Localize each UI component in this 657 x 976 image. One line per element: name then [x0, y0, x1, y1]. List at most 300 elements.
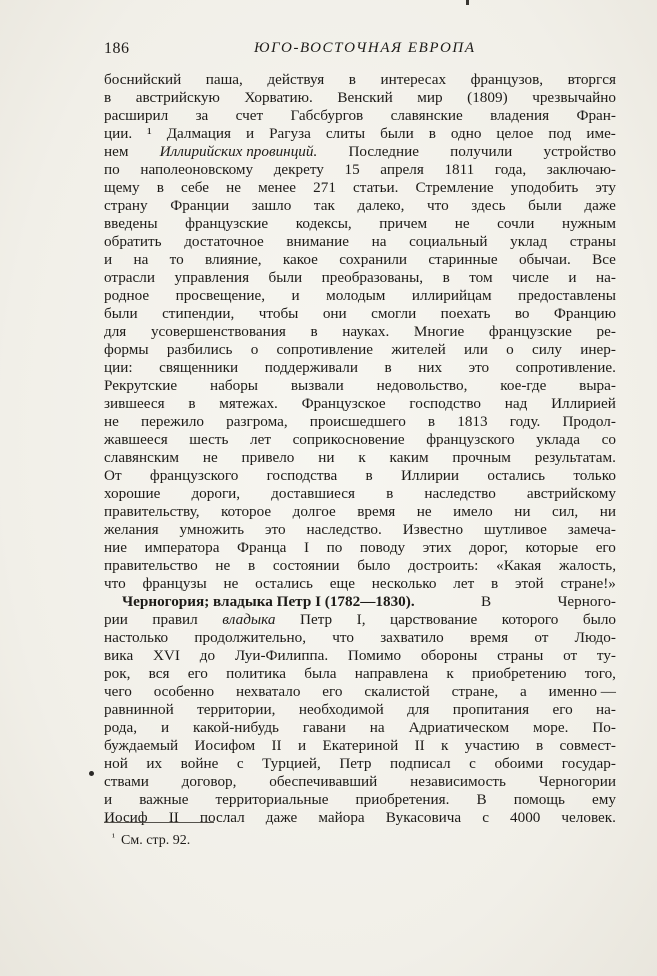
text-line: [104, 233, 616, 251]
word: Иллирийских провинций.: [159, 143, 318, 160]
word: Помимо: [347, 647, 402, 664]
word: продолжительно,: [194, 629, 307, 646]
word: буждаемый: [104, 737, 179, 754]
word: владыка: [222, 611, 276, 628]
word: со: [601, 431, 616, 448]
word: чрезвычайно: [532, 89, 616, 106]
word: Продол-: [562, 413, 616, 430]
word: в: [428, 125, 436, 142]
word: родное: [104, 287, 150, 304]
word: Петр: [339, 755, 372, 772]
word: внимание: [286, 233, 349, 250]
word: желания: [104, 521, 159, 538]
word: причем: [379, 215, 428, 232]
text-line: [104, 755, 616, 773]
word: их: [146, 755, 163, 772]
word: 15: [344, 161, 360, 178]
word: что: [332, 629, 354, 646]
word: именно —: [548, 683, 616, 700]
word: Турцией,: [262, 755, 321, 772]
word: Францию: [553, 305, 616, 322]
word: ни: [514, 503, 531, 520]
word: наборы: [210, 377, 258, 394]
text-line: [104, 215, 616, 233]
word: на: [133, 251, 149, 268]
word: уклада: [536, 431, 580, 448]
word: жавшееся: [104, 431, 168, 448]
word: море.: [533, 719, 569, 736]
word: гавани: [302, 719, 346, 736]
word: были: [380, 125, 414, 142]
word: Франции: [170, 197, 230, 214]
word: Французское: [301, 395, 386, 412]
word: жителей: [391, 341, 446, 358]
word: особенно: [153, 683, 215, 700]
word: стипендии,: [162, 305, 235, 322]
word: Последние: [348, 143, 419, 160]
word: «Какая: [496, 557, 542, 574]
word: Многие: [413, 323, 465, 340]
word: рии: [104, 611, 128, 628]
text-line: [104, 809, 616, 827]
word: не: [416, 503, 432, 520]
word: только: [573, 467, 616, 484]
word: были: [104, 305, 138, 322]
word: том: [469, 269, 493, 286]
word: прочным: [452, 449, 511, 466]
word: долгое: [292, 503, 336, 520]
word: даже: [584, 197, 616, 214]
word: что: [427, 197, 449, 214]
word: кодексы,: [295, 215, 352, 232]
word: ¹: [147, 125, 152, 142]
word: с: [482, 809, 489, 826]
text-line: [104, 611, 616, 629]
word: По-: [592, 719, 616, 736]
text-line: [104, 161, 616, 179]
page-number: 186: [104, 40, 130, 57]
word: Рекрутские: [104, 377, 178, 394]
word: французов,: [470, 71, 544, 88]
word: Венский: [337, 89, 393, 106]
text-line: [104, 395, 616, 413]
word: предоставлены: [518, 287, 616, 304]
word: не: [454, 215, 470, 232]
word: жалость,: [558, 557, 616, 574]
text-line: [104, 125, 616, 143]
word: захватило: [380, 629, 444, 646]
word: Людо-: [574, 629, 616, 646]
word: время: [470, 629, 509, 646]
word: нем: [104, 143, 129, 160]
word: территориальные: [215, 791, 329, 808]
word: обратить: [104, 233, 162, 250]
word: на: [371, 233, 387, 250]
text-line: [104, 323, 616, 341]
word: этих: [422, 539, 452, 556]
word: Иосифом: [194, 737, 256, 754]
word: были: [268, 269, 303, 286]
word: замеча-: [567, 521, 616, 538]
word: 1813: [457, 413, 488, 430]
word: зившееся: [104, 395, 165, 412]
word: не: [202, 449, 218, 466]
word: и: [568, 269, 577, 286]
word: священники: [159, 359, 239, 376]
word: введены: [104, 215, 158, 232]
text-line: [104, 143, 616, 161]
text-line: [104, 377, 616, 395]
word: приобретению: [471, 665, 567, 682]
word: Габсбургов: [290, 107, 364, 124]
word: и: [291, 287, 300, 304]
text-line: [104, 251, 616, 269]
word: государ-: [561, 755, 616, 772]
word: обороны: [420, 647, 478, 664]
word: стране,: [451, 683, 499, 700]
margin-mark: [89, 771, 94, 776]
word: это: [265, 521, 286, 538]
word: име-: [586, 125, 616, 142]
word: старинные: [428, 251, 498, 268]
word: императора: [144, 539, 220, 556]
word: ре-: [596, 323, 616, 340]
word: II: [168, 809, 179, 826]
word: состоянии: [272, 557, 340, 574]
word: и: [160, 719, 170, 736]
word: рок,: [104, 665, 131, 682]
word: (1809): [467, 89, 508, 106]
footnote-marker: ¹: [112, 832, 115, 843]
running-title: ЮГО-ВОСТОЧНАЯ ЕВРОПА: [254, 40, 476, 56]
word: того,: [584, 665, 616, 682]
word: подписал: [389, 755, 451, 772]
word: щему: [104, 179, 140, 196]
word: сочли: [497, 215, 535, 232]
word: Иллирии: [400, 467, 460, 484]
word: шесть: [189, 431, 229, 448]
word: Черногория; владыка Петр I (1782—1830).: [122, 593, 415, 610]
word: ни: [318, 449, 335, 466]
word: устройство: [543, 143, 616, 160]
word: на: [369, 719, 385, 736]
word: доставшиеся: [271, 485, 356, 502]
word: правительство: [104, 557, 198, 574]
word: них: [418, 359, 443, 376]
word: эту: [595, 179, 616, 196]
word: лет: [453, 575, 475, 592]
word: для: [104, 323, 127, 340]
word: не: [215, 557, 231, 574]
text-line: [104, 179, 616, 197]
word: его: [187, 665, 208, 682]
word: вся: [148, 665, 170, 682]
word: так: [313, 197, 335, 214]
word: ни: [599, 503, 616, 520]
word: года,: [494, 161, 527, 178]
word: даже: [265, 809, 298, 826]
word: остались: [487, 467, 546, 484]
word: чего: [104, 683, 132, 700]
word: они: [322, 305, 347, 322]
word: какое: [282, 251, 318, 268]
word: происшедшего: [309, 413, 406, 430]
word: обоими: [494, 755, 544, 772]
text-line: [104, 467, 616, 485]
text-line: [104, 287, 616, 305]
word: менее: [258, 179, 297, 196]
word: на-: [596, 701, 616, 718]
word: результатам.: [534, 449, 616, 466]
word: австрийскому: [526, 485, 616, 502]
word: господство: [409, 395, 481, 412]
word: силу: [531, 341, 562, 358]
word: получили: [450, 143, 513, 160]
word: преобразованы,: [321, 269, 424, 286]
word: человек.: [561, 809, 616, 826]
word: достаточное: [184, 233, 264, 250]
word: чтобы: [258, 305, 299, 322]
word: Далмация: [166, 125, 231, 142]
text-line: [104, 449, 616, 467]
word: Стремление: [415, 179, 494, 196]
word: здесь: [471, 197, 506, 214]
word: ции:: [104, 359, 133, 376]
word: апреля: [380, 161, 424, 178]
word: ту-: [596, 647, 616, 664]
word: 4000: [510, 809, 541, 826]
word: формы: [104, 341, 149, 358]
word: в: [491, 575, 499, 592]
word: дороги,: [191, 485, 241, 502]
word: которые: [525, 539, 579, 556]
word: владения: [490, 107, 550, 124]
text-line: [104, 665, 616, 683]
word: в: [104, 89, 112, 106]
word: обычаи.: [518, 251, 571, 268]
word: иллирийцам: [411, 287, 492, 304]
page-header: [104, 40, 616, 62]
word: Все: [592, 251, 616, 268]
word: правительству,: [104, 503, 200, 520]
word: с: [469, 755, 476, 772]
word: нужным: [561, 215, 616, 232]
word: в: [386, 485, 394, 502]
word: действуя: [267, 71, 325, 88]
word: Луи-Филиппа.: [234, 647, 329, 664]
text-line: [104, 791, 616, 809]
word: французского: [149, 467, 239, 484]
word: просвещение,: [175, 287, 266, 304]
word: наследство: [424, 485, 496, 502]
word: ной: [104, 755, 128, 772]
word: с: [236, 755, 244, 772]
word: От: [104, 467, 122, 484]
word: сопротивление: [276, 341, 374, 358]
word: славянским: [104, 449, 180, 466]
word: поехать: [440, 305, 491, 322]
word: нехватало: [235, 683, 301, 700]
word: или: [464, 341, 488, 358]
word: французы: [142, 575, 207, 592]
word: Известно: [402, 521, 464, 538]
footnote-rule: [104, 822, 214, 823]
text-line: [104, 701, 616, 719]
text-line: [104, 107, 616, 125]
word: статьи.: [353, 179, 399, 196]
word: Вукасовича: [385, 809, 462, 826]
text-line: [104, 629, 616, 647]
word: этой: [514, 575, 544, 592]
word: поддерживали: [264, 359, 358, 376]
word: сопротивление.: [515, 359, 616, 376]
word: в: [427, 413, 436, 430]
word: ствами: [104, 773, 149, 790]
word: для: [407, 701, 430, 718]
word: какой-нибудь: [193, 719, 279, 736]
word: 1811: [444, 161, 475, 178]
word: пережило: [141, 413, 204, 430]
word: смогли: [371, 305, 417, 322]
word: послал: [199, 809, 245, 826]
word: войне: [180, 755, 219, 772]
word: австрийскую: [135, 89, 220, 106]
word: числе: [512, 269, 549, 286]
word: его: [322, 683, 343, 700]
text-line: [104, 359, 616, 377]
word: сохранили: [339, 251, 408, 268]
word: инер-: [580, 341, 616, 358]
word: В: [476, 791, 487, 808]
word: мятежах.: [219, 395, 278, 412]
word: договор,: [181, 773, 237, 790]
word: к: [358, 449, 366, 466]
word: счет: [235, 107, 264, 124]
word: было: [357, 557, 391, 574]
word: хорошие: [104, 485, 161, 502]
text-line: [104, 557, 616, 575]
word: в: [442, 269, 450, 286]
word: Адриатическом: [408, 719, 510, 736]
word: то: [169, 251, 184, 268]
word: разгрома,: [226, 413, 288, 430]
word: Екатериной: [322, 737, 399, 754]
word: уклад: [510, 233, 548, 250]
word: которое: [221, 503, 272, 520]
text-line: [104, 197, 616, 215]
word: помощь: [513, 791, 565, 808]
word: ние: [104, 539, 127, 556]
word: славянские: [390, 107, 463, 124]
word: умножить: [179, 521, 245, 538]
text-line: [104, 593, 616, 611]
word: французские: [185, 215, 269, 232]
word: наследство.: [306, 521, 382, 538]
word: молодым: [326, 287, 386, 304]
word: II: [271, 737, 282, 754]
word: а: [520, 683, 527, 700]
word: в: [365, 467, 373, 484]
word: расширил: [104, 107, 169, 124]
word: паша,: [205, 71, 243, 88]
text-line: [104, 503, 616, 521]
word: I: [303, 539, 310, 556]
word: до: [199, 647, 216, 664]
word: обеспечивавший: [269, 773, 378, 790]
word: было: [582, 611, 616, 628]
word: I,: [356, 611, 366, 628]
word: к: [446, 665, 454, 682]
word: политика: [226, 665, 287, 682]
text-line: [104, 269, 616, 287]
word: Черногории: [538, 773, 616, 790]
word: поводу: [359, 539, 406, 556]
word: лет: [250, 431, 271, 448]
word: французские: [488, 323, 572, 340]
word: в: [384, 359, 392, 376]
word: страну: [104, 197, 148, 214]
word: Иосиф: [104, 809, 148, 826]
text-line: [104, 431, 616, 449]
word: мир: [417, 89, 443, 106]
word: имело: [453, 503, 493, 520]
word: равнинной: [104, 701, 174, 718]
footnote-text: См. стр. 92.: [121, 833, 191, 848]
word: недовольство,: [376, 377, 468, 394]
text-line: [104, 89, 616, 107]
word: в: [348, 71, 356, 88]
word: которого: [501, 611, 559, 628]
word: страны: [569, 233, 616, 250]
word: и: [297, 737, 307, 754]
word: управления: [174, 269, 250, 286]
word: не: [223, 575, 239, 592]
word: выра-: [579, 377, 616, 394]
text-line: [104, 521, 616, 539]
word: необходимой: [298, 701, 384, 718]
word: отрасли: [104, 269, 155, 286]
word: что: [104, 575, 126, 592]
text-line: [104, 719, 616, 737]
word: Хорватию.: [244, 89, 313, 106]
text-line: [104, 647, 616, 665]
word: усовершенствования: [150, 323, 286, 340]
word: Иллирией: [551, 395, 616, 412]
word: стране!»: [560, 575, 616, 592]
word: независимость: [410, 773, 506, 790]
word: каким: [389, 449, 429, 466]
word: в: [248, 557, 256, 574]
word: зашло: [251, 197, 292, 214]
body-text: [104, 71, 616, 827]
word: участию: [464, 737, 520, 754]
word: декрету: [273, 161, 324, 178]
word: скалистой: [364, 683, 430, 700]
word: не: [226, 179, 241, 196]
word: Фран-: [576, 107, 616, 124]
text-line: [104, 71, 616, 89]
word: слиты: [325, 125, 366, 142]
word: пропитания: [452, 701, 530, 718]
word: разбились: [166, 341, 233, 358]
word: привело: [241, 449, 295, 466]
word: соприкосновение: [292, 431, 405, 448]
word: важные: [139, 791, 189, 808]
word: это: [468, 359, 490, 376]
word: социальный: [409, 233, 488, 250]
word: царствование: [390, 611, 478, 628]
word: и: [245, 125, 255, 142]
